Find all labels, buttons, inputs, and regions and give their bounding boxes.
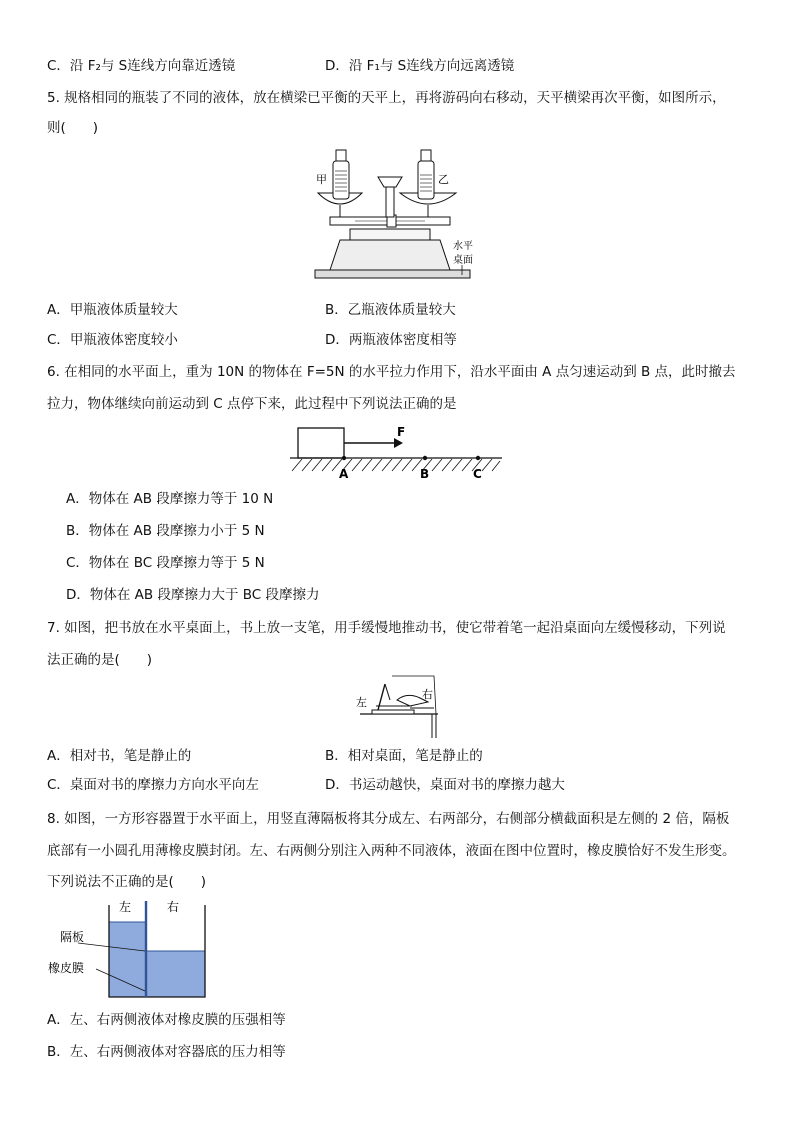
- book-label-right: 右: [422, 688, 433, 701]
- q7-option-d: D．书运动越快，桌面对书的摩擦力越大: [325, 777, 565, 793]
- book-pen-figure: [352, 670, 442, 740]
- force-label: F: [397, 425, 406, 439]
- q6-option-c: C．物体在 BC 段摩擦力等于 5 N: [66, 555, 265, 571]
- q8-stem-line-1: 8. 如图，一方形容器置于水平面上，用竖直薄隔板将其分成左、右两部分，右侧部分横截面积是左侧的 2 倍，隔板: [47, 811, 730, 827]
- q5-option-b: B．乙瓶液体质量较大: [325, 302, 456, 318]
- point-c-label: C: [473, 467, 482, 481]
- q7-stem-line-1: 7. 如图，把书放在水平桌面上，书上放一支笔，用手缓慢地推动书，使它带着笔一起沿桌面向左缓慢移动，下列说: [47, 620, 726, 636]
- friction-figure: [290, 424, 505, 482]
- q8-stem-line-2: 底部有一小圆孔用薄橡皮膜封闭。左、右两侧分别注入两种不同液体，液面在图中位置时，橡皮膜恰好不发生形变。: [47, 843, 736, 859]
- membrane-label: 橡皮膜: [48, 961, 85, 975]
- container-figure: [46, 895, 216, 1005]
- q4-option-d: D．沿 F₁与 S连线方向远离透镜: [325, 58, 515, 74]
- q7-option-b: B．相对桌面，笔是静止的: [325, 748, 483, 764]
- partition-label: 隔板: [60, 930, 85, 944]
- container-label-right: 右: [167, 900, 180, 914]
- q7-stem-line-2: 法正确的是( ): [47, 652, 153, 668]
- balance-label-left: 甲: [316, 173, 327, 186]
- q6-stem-line-2: 拉力，物体继续向前运动到 C 点停下来，此过程中下列说法正确的是: [47, 396, 457, 412]
- q5-option-c: C．甲瓶液体密度较小: [47, 332, 178, 348]
- q5-stem-line-1: 5. 规格相同的瓶装了不同的液体，放在横梁已平衡的天平上，再将游码向右移动，天平横梁再次平衡，如图所示，: [47, 90, 726, 106]
- balance-figure: [310, 145, 490, 285]
- book-label-left: 左: [356, 696, 367, 709]
- q8-stem-line-3: 下列说法不正确的是( ): [47, 874, 207, 890]
- q7-option-c: C．桌面对书的摩擦力方向水平向左: [47, 777, 259, 793]
- q6-option-a: A．物体在 AB 段摩擦力等于 10 N: [66, 491, 274, 507]
- q7-option-a: A．相对书，笔是静止的: [47, 748, 192, 764]
- desk-label-2: 桌面: [453, 255, 473, 266]
- q5-stem-line-2: 则( ): [47, 120, 99, 136]
- q4-option-c: C．沿 F₂与 S连线方向靠近透镜: [47, 58, 236, 74]
- q6-option-b: B．物体在 AB 段摩擦力小于 5 N: [66, 523, 265, 539]
- q8-option-b: B．左、右两侧液体对容器底的压力相等: [47, 1044, 286, 1060]
- q6-stem-line-1: 6. 在相同的水平面上，重为 10N 的物体在 F=5N 的水平拉力作用下，沿水平面由 A 点匀速运动到 B 点，此时撤去: [47, 364, 736, 380]
- container-label-left: 左: [119, 900, 132, 914]
- q6-option-d: D．物体在 AB 段摩擦力大于 BC 段摩擦力: [66, 587, 320, 603]
- q5-option-a: A．甲瓶液体质量较大: [47, 302, 178, 318]
- balance-label-right: 乙: [438, 173, 449, 186]
- q8-option-a: A．左、右两侧液体对橡皮膜的压强相等: [47, 1012, 286, 1028]
- point-a-label: A: [339, 467, 349, 481]
- desk-label-1: 水平: [453, 241, 473, 252]
- q5-option-d: D．两瓶液体密度相等: [325, 332, 457, 348]
- point-b-label: B: [420, 467, 430, 481]
